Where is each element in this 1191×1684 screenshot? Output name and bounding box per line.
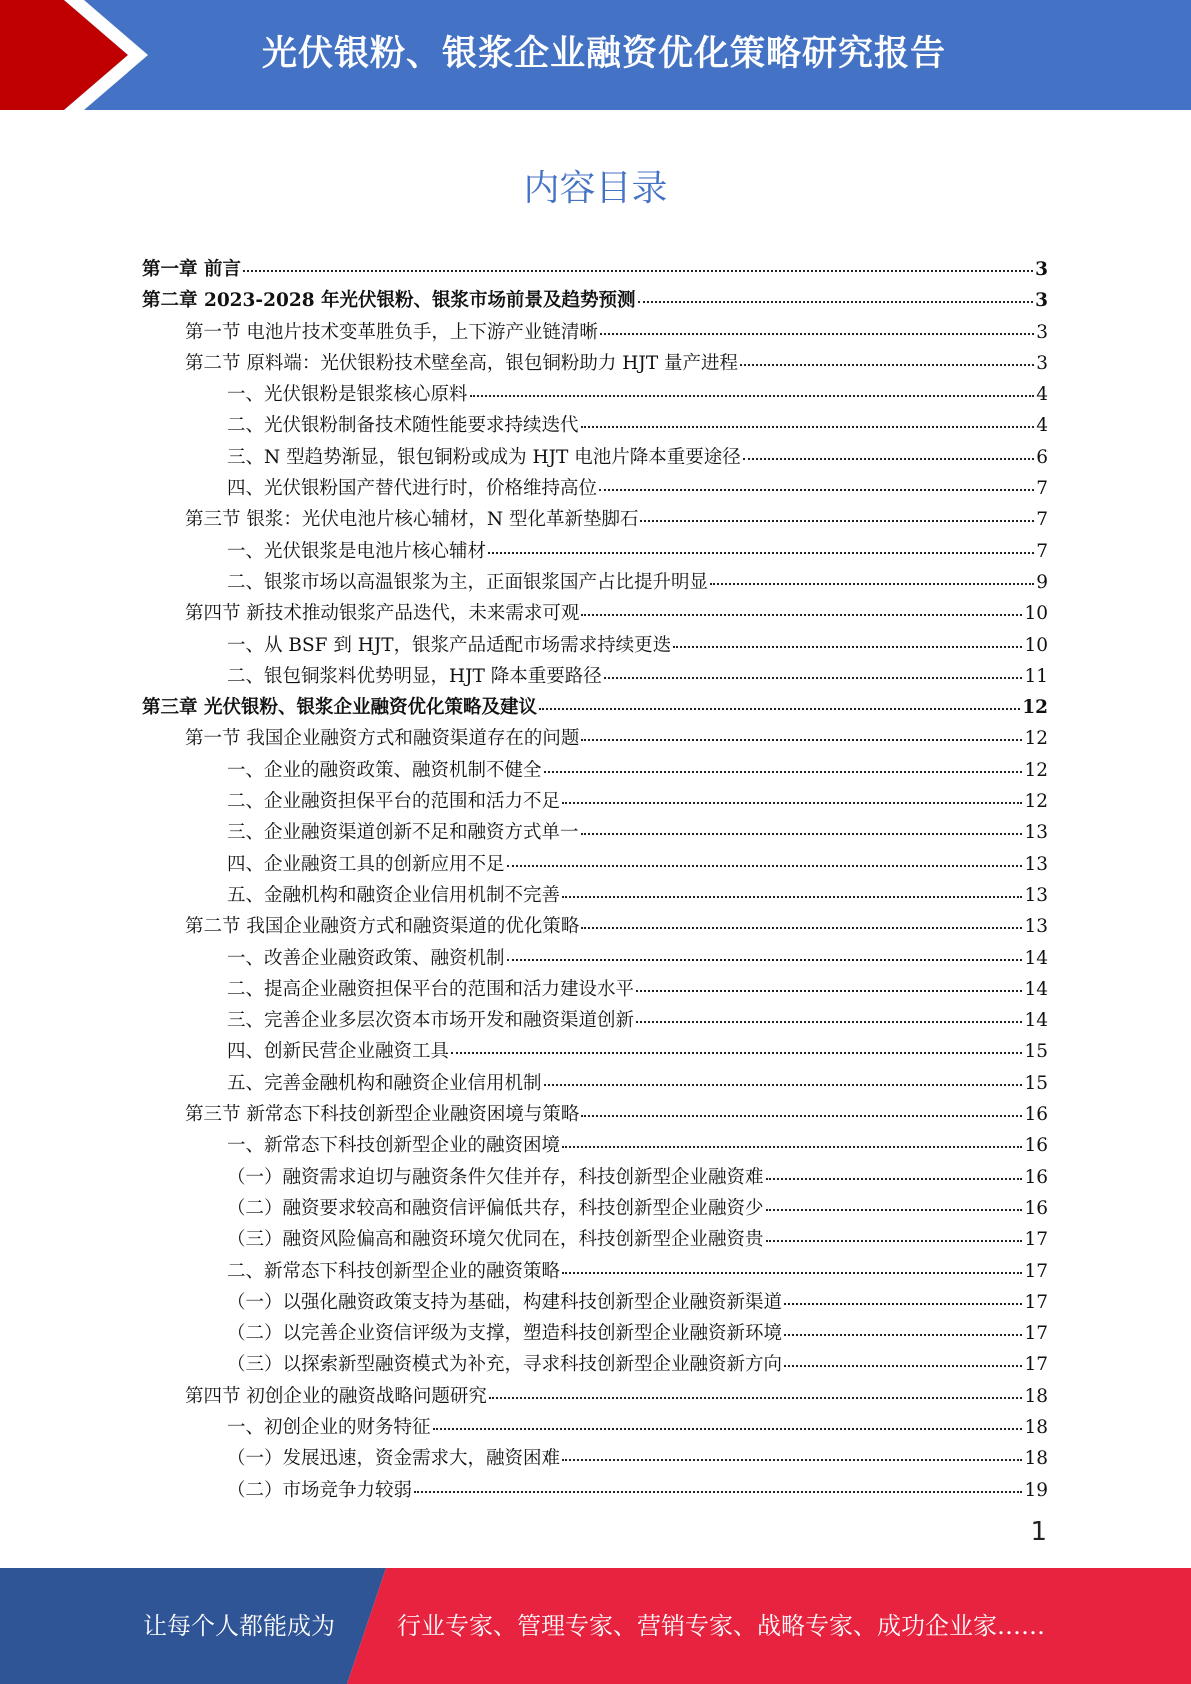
toc-dot-leader: [489, 1378, 1023, 1399]
toc-entry[interactable]: [142, 817, 1048, 848]
toc-entry-page: 17: [1024, 1323, 1048, 1345]
header-red-block: [0, 0, 128, 110]
toc-entry[interactable]: [142, 1162, 1048, 1193]
toc-dot-leader: [743, 439, 1034, 460]
toc-dot-leader: [604, 658, 1023, 679]
toc-entry-title: 第三节 新常态下科技创新型企业融资困境与策略: [185, 1104, 580, 1126]
toc-dot-leader: [243, 252, 1033, 273]
toc-entry-title: 二、提高企业融资担保平台的范围和活力建设水平: [227, 978, 635, 1000]
toc-entry-page: 10: [1024, 634, 1048, 656]
header-banner: [0, 0, 1191, 110]
toc-entry-page: 3: [1036, 321, 1048, 343]
toc-entry-page: 3: [1035, 259, 1048, 280]
toc-dot-leader: [784, 1316, 1022, 1337]
toc-dot-leader: [488, 533, 1034, 554]
toc-dot-leader: [600, 314, 1034, 335]
toc-entry[interactable]: [142, 442, 1048, 473]
footer-slogan-right: 行业专家、管理专家、营销专家、战略专家、成功企业家……: [397, 1612, 1045, 1640]
toc-dot-leader: [766, 1190, 1023, 1211]
toc-dot-leader: [599, 471, 1034, 492]
toc-entry-title: 一、新常态下科技创新型企业的融资困境: [227, 1135, 561, 1157]
toc-entry-page: 7: [1036, 509, 1048, 531]
toc-entry[interactable]: [142, 1412, 1048, 1443]
toc-entry-page: 13: [1024, 884, 1048, 906]
toc-entry-title: 三、企业融资渠道创新不足和融资方式单一: [227, 822, 579, 844]
toc-entry[interactable]: [142, 755, 1048, 786]
toc-entry-title: 二、企业融资担保平台的范围和活力不足: [227, 791, 561, 813]
toc-entry-title: 二、银包铜浆料优势明显，HJT 降本重要路径: [227, 665, 602, 687]
toc-entry[interactable]: [142, 1287, 1048, 1318]
toc-dot-leader: [784, 1284, 1022, 1305]
toc-entry-title: （二）以完善企业资信评级为支撑，塑造科技创新型企业融资新环境: [227, 1323, 783, 1345]
toc-entry[interactable]: [142, 849, 1048, 880]
toc-entry[interactable]: [142, 536, 1048, 567]
toc-entry-title: 一、光伏银浆是电池片核心辅材: [227, 540, 487, 562]
toc-entry[interactable]: [142, 911, 1048, 942]
toc-entry[interactable]: [142, 1349, 1048, 1380]
toc-dot-leader: [766, 1159, 1023, 1180]
toc-entry-title: 第一节 电池片技术变革胜负手，上下游产业链清晰: [185, 321, 598, 343]
toc-entry[interactable]: [142, 348, 1048, 379]
toc-dot-leader: [581, 909, 1022, 930]
toc-entry-title: 二、新常态下科技创新型企业的融资策略: [227, 1260, 561, 1282]
toc-entry[interactable]: [142, 1005, 1048, 1036]
toc-entry-page: 17: [1024, 1291, 1048, 1313]
toc-entry[interactable]: [142, 1443, 1048, 1474]
toc-entry-title: 第四节 初创企业的融资战略问题研究: [185, 1385, 487, 1407]
toc-entry[interactable]: [142, 504, 1048, 535]
toc-entry-title: 第一节 我国企业融资方式和融资渠道存在的问题: [185, 728, 580, 750]
toc-entry-title: 四、企业融资工具的创新应用不足: [227, 853, 505, 875]
toc-entry-page: 11: [1024, 665, 1048, 687]
toc-entry-title: 二、银浆市场以高温银浆为主，正面银浆国产占比提升明显: [227, 571, 709, 593]
footer-slogan-left: 让每个人都能成为: [143, 1612, 335, 1640]
toc-entry[interactable]: [142, 1256, 1048, 1287]
toc-entry-title: 第四节 新技术推动银浆产品迭代，未来需求可观: [185, 603, 580, 625]
toc-dot-leader: [636, 1003, 1022, 1024]
toc-entry-title: 第三节 银浆：光伏电池片核心辅材，N 型化革新垫脚石: [185, 509, 639, 531]
toc-entry-page: 10: [1024, 603, 1048, 625]
toc-dot-leader: [740, 345, 1034, 366]
toc-entry[interactable]: [142, 692, 1048, 723]
toc-entry-page: 7: [1036, 478, 1048, 500]
toc-entry[interactable]: [142, 1224, 1048, 1255]
toc-dot-leader: [433, 1409, 1023, 1430]
toc-heading: 内容目录: [523, 168, 668, 209]
page-number: 1: [1030, 1517, 1047, 1547]
footer-banner: [0, 1568, 1191, 1684]
toc-entry-title: （一）以强化融资政策支持为基础，构建科技创新型企业融资新渠道: [227, 1291, 783, 1313]
toc-dot-leader: [581, 408, 1035, 429]
toc-entry[interactable]: [142, 567, 1048, 598]
toc-dot-leader: [766, 1222, 1023, 1243]
toc-dot-leader: [544, 752, 1023, 773]
toc-entry-page: 3: [1035, 290, 1048, 312]
toc-entry-title: （一）融资需求迫切与融资条件欠佳并存，科技创新型企业融资难: [227, 1166, 764, 1188]
table-of-contents: [142, 254, 1048, 1506]
toc-entry-title: （三）以探索新型融资模式为补充，寻求科技创新型企业融资新方向: [227, 1354, 783, 1376]
toc-entry-title: （二）融资要求较高和融资信评偏低共存，科技创新型企业融资少: [227, 1197, 764, 1219]
toc-dot-leader: [638, 283, 1034, 304]
toc-entry-page: 13: [1024, 853, 1048, 875]
toc-entry-page: 7: [1036, 540, 1048, 562]
toc-dot-leader: [414, 1472, 1022, 1493]
toc-entry-page: 16: [1024, 1197, 1048, 1219]
toc-dot-leader: [544, 1065, 1023, 1086]
toc-dot-leader: [636, 971, 1022, 992]
toc-entry-page: 3: [1036, 352, 1048, 374]
toc-entry[interactable]: [142, 254, 1048, 285]
toc-entry-title: 一、从 BSF 到 HJT，银浆产品适配市场需求持续更迭: [227, 634, 672, 656]
toc-entry-title: 第三章 光伏银粉、银浆企业融资优化策略及建议: [142, 697, 537, 719]
toc-entry-page: 4: [1036, 415, 1048, 437]
toc-entry-title: 一、企业的融资政策、融资机制不健全: [227, 759, 542, 781]
toc-entry[interactable]: [142, 1130, 1048, 1161]
toc-entry-page: 9: [1036, 571, 1048, 593]
toc-dot-leader: [562, 1253, 1022, 1274]
toc-dot-leader: [562, 1128, 1022, 1149]
toc-entry-title: 五、完善金融机构和融资企业信用机制: [227, 1072, 542, 1094]
toc-dot-leader: [640, 502, 1034, 523]
toc-entry-page: 6: [1036, 446, 1048, 468]
toc-entry-page: 12: [1024, 728, 1048, 750]
toc-dot-leader: [581, 596, 1022, 617]
toc-entry[interactable]: [142, 473, 1048, 504]
toc-entry[interactable]: [142, 1475, 1048, 1506]
toc-dot-leader: [710, 564, 1034, 585]
toc-dot-leader: [562, 784, 1022, 805]
toc-entry-page: 16: [1024, 1135, 1048, 1157]
toc-entry-page: 14: [1024, 947, 1048, 969]
toc-entry-page: 18: [1024, 1385, 1048, 1407]
toc-entry-page: 13: [1024, 916, 1048, 938]
toc-entry-page: 12: [1024, 791, 1048, 813]
report-title: 光伏银粉、银浆企业融资优化策略研究报告: [262, 34, 947, 74]
toc-entry-page: 4: [1036, 384, 1048, 406]
toc-dot-leader: [581, 815, 1023, 836]
toc-entry-title: 第二章 2023-2028 年光伏银粉、银浆市场前景及趋势预测: [142, 290, 636, 312]
toc-dot-leader: [470, 377, 1035, 398]
toc-entry-title: 一、光伏银粉是银浆核心原料: [227, 384, 468, 406]
toc-entry-title: 第二节 我国企业融资方式和融资渠道的优化策略: [185, 916, 580, 938]
toc-entry-title: 五、金融机构和融资企业信用机制不完善: [227, 884, 561, 906]
toc-entry-title: 四、光伏银粉国产替代进行时，价格维持高位: [227, 478, 598, 500]
toc-entry-page: 18: [1024, 1448, 1048, 1470]
toc-dot-leader: [507, 846, 1023, 867]
toc-entry[interactable]: [142, 974, 1048, 1005]
toc-entry-page: 12: [1024, 759, 1048, 781]
toc-dot-leader: [673, 627, 1022, 648]
toc-entry-page: 17: [1024, 1354, 1048, 1376]
toc-dot-leader: [451, 1034, 1022, 1055]
toc-entry-title: 第二节 原料端：光伏银粉技术壁垒高，银包铜粉助力 HJT 量产进程: [185, 352, 739, 374]
toc-entry-page: 13: [1024, 822, 1048, 844]
toc-entry-page: 14: [1024, 978, 1048, 1000]
toc-entry-page: 15: [1024, 1072, 1048, 1094]
toc-entry-title: 二、光伏银粉制备技术随性能要求持续迭代: [227, 415, 579, 437]
toc-entry-title: 四、创新民营企业融资工具: [227, 1041, 450, 1063]
toc-entry[interactable]: [142, 1068, 1048, 1099]
toc-entry-page: 17: [1024, 1260, 1048, 1282]
toc-dot-leader: [562, 877, 1022, 898]
toc-entry[interactable]: [142, 1036, 1048, 1067]
toc-entry-page: 14: [1024, 1010, 1048, 1032]
toc-dot-leader: [562, 1441, 1022, 1462]
toc-entry-title: 三、N 型趋势渐显，银包铜粉或成为 HJT 电池片降本重要途径: [227, 446, 741, 468]
toc-entry[interactable]: [142, 379, 1048, 410]
toc-entry-page: 19: [1024, 1479, 1048, 1501]
toc-entry[interactable]: [142, 1318, 1048, 1349]
toc-entry-title: 三、完善企业多层次资本市场开发和融资渠道创新: [227, 1010, 635, 1032]
toc-entry[interactable]: [142, 285, 1048, 316]
toc-entry[interactable]: [142, 943, 1048, 974]
toc-entry[interactable]: [142, 317, 1048, 348]
toc-entry-title: （二）市场竞争力较弱: [227, 1479, 413, 1501]
toc-dot-leader: [581, 721, 1022, 742]
toc-entry[interactable]: [142, 598, 1048, 629]
toc-entry[interactable]: [142, 661, 1048, 692]
toc-entry[interactable]: [142, 1381, 1048, 1412]
toc-dot-leader: [581, 1097, 1022, 1118]
toc-entry[interactable]: [142, 723, 1048, 754]
toc-entry[interactable]: [142, 786, 1048, 817]
toc-entry[interactable]: [142, 410, 1048, 441]
toc-entry[interactable]: [142, 880, 1048, 911]
toc-entry-title: （一）发展迅速，资金需求大，融资困难: [227, 1448, 561, 1470]
toc-entry[interactable]: [142, 630, 1048, 661]
toc-entry-title: （三）融资风险偏高和融资环境欠优同在，科技创新型企业融资贵: [227, 1229, 764, 1251]
toc-entry[interactable]: [142, 1193, 1048, 1224]
toc-entry-page: 16: [1024, 1104, 1048, 1126]
toc-entry-title: 第一章 前言: [142, 259, 241, 280]
toc-dot-leader: [784, 1347, 1022, 1368]
toc-entry-page: 12: [1022, 697, 1048, 719]
toc-entry-page: 18: [1024, 1416, 1048, 1438]
toc-entry-page: 15: [1024, 1041, 1048, 1063]
toc-entry-title: 一、初创企业的财务特征: [227, 1416, 431, 1438]
toc-dot-leader: [539, 690, 1020, 711]
toc-dot-leader: [507, 940, 1023, 961]
toc-entry-page: 17: [1024, 1229, 1048, 1251]
toc-entry-page: 16: [1024, 1166, 1048, 1188]
toc-entry-title: 一、改善企业融资政策、融资机制: [227, 947, 505, 969]
toc-entry[interactable]: [142, 1099, 1048, 1130]
